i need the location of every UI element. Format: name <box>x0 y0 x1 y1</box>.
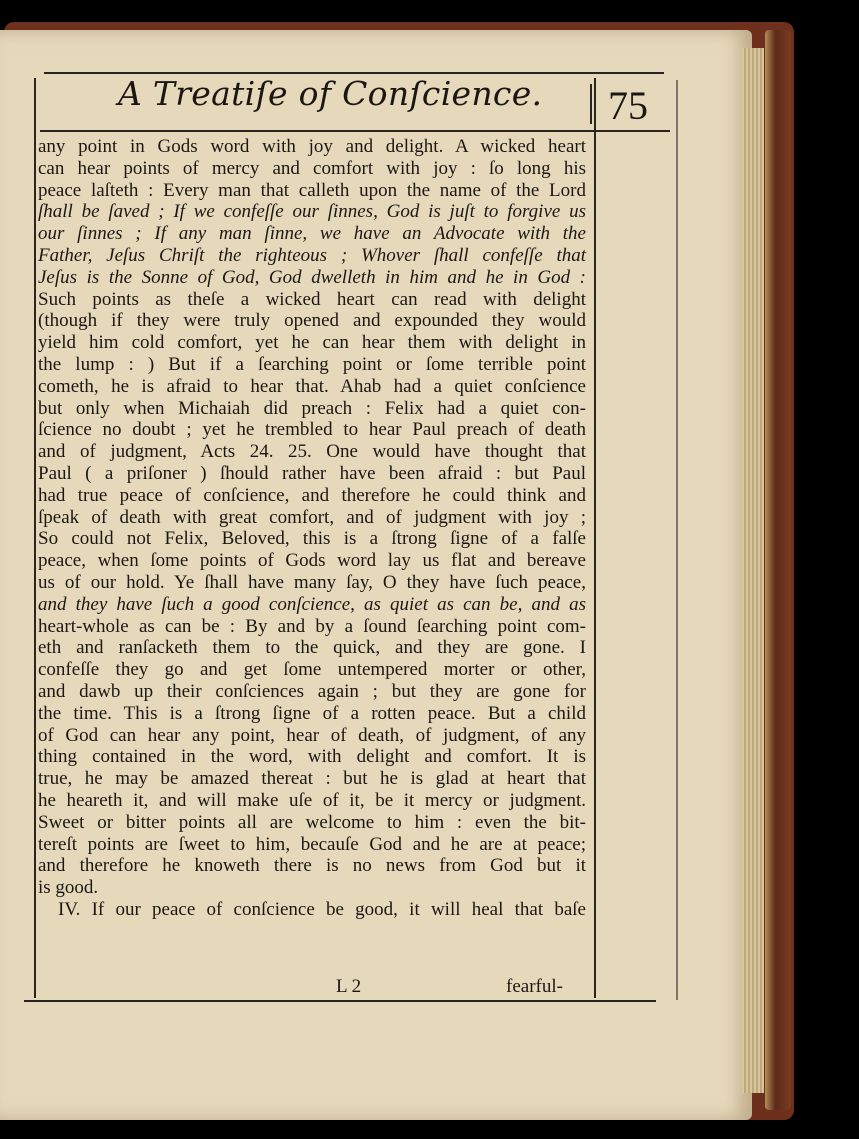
text-line: Jeſus is the Sonne of God, God dwelleth in him and he in God : <box>38 266 586 288</box>
header-divider <box>590 84 592 124</box>
text-line: Paul ( a priſoner ) ſhould rather have been afraid : but Paul <box>38 462 586 484</box>
text-line: thing contained in the word, with delight and comfort. It is <box>38 746 586 768</box>
text-line: Father, Jeſus Chriſt the righteous ; Whover ſhall confeſſe that <box>38 244 586 266</box>
signature-mark: L 2 <box>336 976 362 997</box>
text-line: and of judgment, Acts 24. 25. One would have thought that <box>38 441 586 463</box>
text-line: had true peace of conſcience, and therefore he could think and <box>38 484 586 506</box>
text-line: and they have ſuch a good conſcience, as quiet as can be, and as <box>38 593 586 615</box>
text-line: heart-whole as can be : By and by a ſound ſearching point com- <box>38 615 586 637</box>
body-text <box>38 136 586 921</box>
text-line: is good. <box>38 877 99 899</box>
text-line: and dawb up their conſciences again ; but they are gone for <box>38 680 586 702</box>
text-line: IV. If our peace of conſcience be good, it will heal that baſe <box>58 898 586 920</box>
left-rule <box>34 78 36 998</box>
text-line: (though if they were truly opened and expounded they would <box>38 310 586 332</box>
text-line: true, he may be amazed thereat : but he is glad at heart that <box>38 768 586 790</box>
text-line: tereſt points are ſweet to him, becauſe God and he are at peace; <box>38 833 586 855</box>
book-spine <box>765 30 791 1110</box>
header-rule <box>40 130 670 132</box>
text-line: of God can hear any point, hear of death, of judgment, of any <box>38 724 586 746</box>
text-line: any point in Gods word with joy and delight. A wicked heart <box>38 136 586 157</box>
bottom-rule <box>24 1000 656 1002</box>
text-line: ſhall be ſaved ; If we confeſſe our ſinnes, God is juſt to forgive us <box>38 201 586 223</box>
text-line: ſpeak of death with great comfort, and of judgment with joy ; <box>38 506 586 528</box>
catchword: fearful- <box>506 976 563 997</box>
text-line: the time. This is a ſtrong ſigne of a rotten peace. But a child <box>38 702 586 724</box>
text-line: can hear points of mercy and comfort with joy : ſo long his <box>38 157 586 179</box>
running-title: A Treatiſe of Conſcience. <box>118 74 543 113</box>
margin-rule <box>676 80 678 1000</box>
text-line: us of our hold. Ye ſhall have many ſay, O they have ſuch peace, <box>38 571 586 593</box>
text-line: and therefore he knoweth there is no news from God but it <box>38 855 586 877</box>
text-line: he heareth it, and will make uſe of it, be it mercy or judgment. <box>38 789 586 811</box>
text-line: cometh, he is afraid to hear that. Ahab had a quiet conſcience <box>38 375 586 397</box>
text-line: confeſſe they go and get ſome untempered morter or other, <box>38 659 586 681</box>
text-line: peace laſteth : Every man that calleth upon the name of the Lord <box>38 179 586 201</box>
text-line: eth and ranſacketh them to the quick, and they are gone. I <box>38 637 586 659</box>
right-rule <box>594 78 596 998</box>
page-number: 75 <box>608 83 648 128</box>
text-line: ſcience no doubt ; yet he trembled to hear Paul preach of death <box>38 419 586 441</box>
text-line: but only when Michaiah did preach : Felix had a quiet con- <box>38 397 586 419</box>
text-line: our ſinnes ; If any man ſinne, we have an Advocate with the <box>38 223 586 245</box>
text-line: yield him cold comfort, yet he can hear them with delight in <box>38 332 586 354</box>
page-edges <box>742 48 764 1093</box>
text-line: the lump : ) But if a ſearching point or ſome terrible point <box>38 353 586 375</box>
text-line: Sweet or bitter points all are welcome to him : even the bit- <box>38 811 586 833</box>
text-line: peace, when ſome points of Gods word lay us flat and bereave <box>38 550 586 572</box>
text-line: Such points as theſe a wicked heart can read with delight <box>38 288 586 310</box>
text-line: So could not Felix, Beloved, this is a ſtrong ſigne of a falſe <box>38 528 586 550</box>
